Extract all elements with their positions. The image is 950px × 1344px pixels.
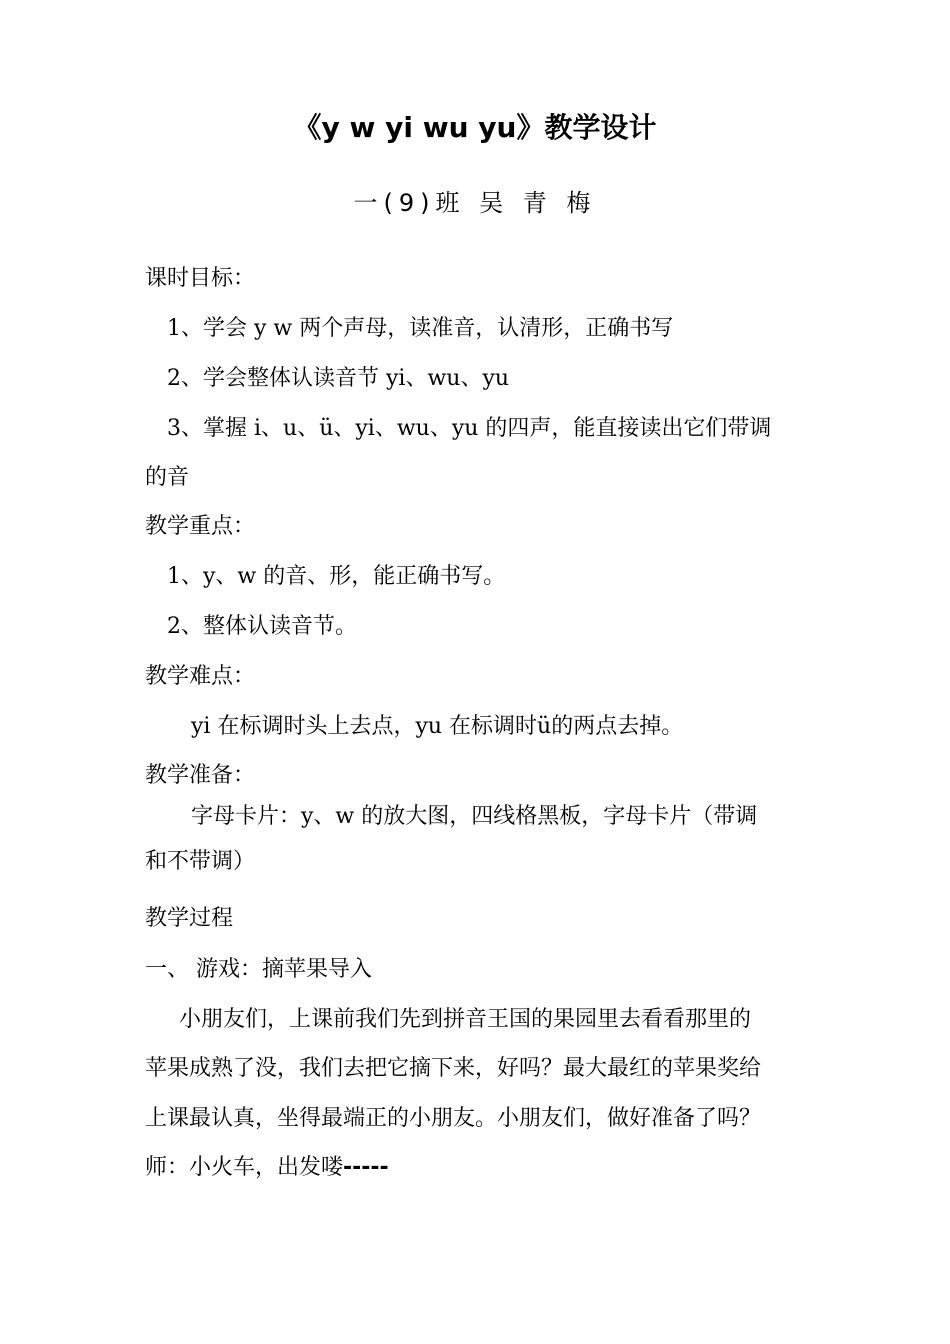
teacher-line	[145, 1153, 389, 1183]
difficulty-text: yi 在标调时头上去点，yu 在标调时ü的两点去掉。	[191, 714, 684, 739]
preparation-text-line-1: 字母卡片：y、w 的放大图，四线格黑板，字母卡片（带调	[191, 804, 758, 829]
objectives-heading: 课时目标：	[145, 266, 256, 291]
key-point-item-1: 1、y、w 的音、形，能正确书写。	[167, 564, 506, 589]
objective-item-3: 3、掌握 i、u、ü、yi、wu、yu 的四声，能直接读出它们带调	[167, 416, 772, 441]
process-heading: 教学过程	[145, 906, 234, 931]
objective-item-3-continuation: 的音	[145, 465, 190, 490]
section-1-paragraph-line-1: 小朋友们，上课前我们先到拼音王国的果园里去看看那里的	[179, 1007, 752, 1032]
teacher-line-dashes: -----	[343, 1155, 389, 1180]
preparation-heading: 教学准备：	[145, 763, 256, 788]
objective-item-2: 2、学会整体认读音节 yi、wu、yu	[167, 366, 510, 391]
preparation-text-line-2: 和不带调）	[145, 849, 256, 874]
teacher-line-text: 师：小火车，出发喽	[145, 1155, 344, 1180]
section-1-heading: 一、 游戏：摘苹果导入	[145, 957, 372, 982]
objective-item-1: 1、学会 y w 两个声母，读准音，认清形，正确书写	[167, 316, 674, 341]
key-points-heading: 教学重点：	[145, 514, 256, 539]
section-1-paragraph-line-2: 苹果成熟了没，我们去把它摘下来，好吗？最大最红的苹果奖给	[145, 1056, 762, 1081]
author-line: 一(9)班 吴 青 梅	[353, 189, 597, 217]
document-title: 《y w yi wu yu》教学设计	[293, 111, 657, 144]
difficulties-heading: 教学难点：	[145, 664, 256, 689]
key-point-item-2: 2、整体认读音节。	[167, 614, 357, 639]
section-1-paragraph-line-3: 上课最认真，坐得最端正的小朋友。小朋友们，做好准备了吗？	[145, 1106, 762, 1131]
